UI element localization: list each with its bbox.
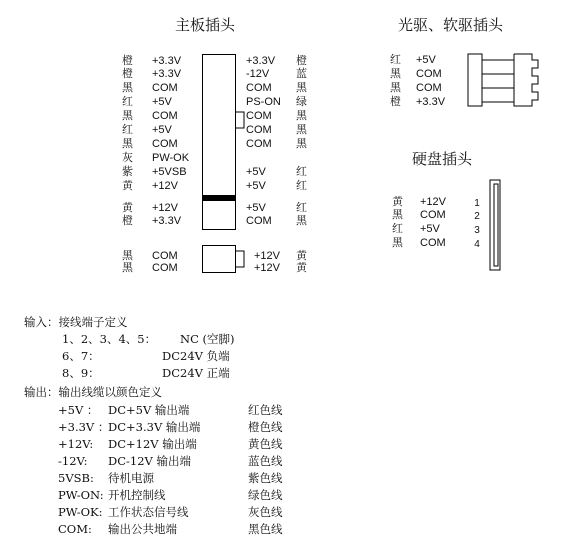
signal: COM [420, 237, 446, 249]
wire-color: 红 [392, 222, 403, 235]
input-pins: 1、2、3、4、5： [62, 332, 157, 346]
signal: +3.3V [416, 96, 446, 108]
output-signal: +3.3V ： [58, 420, 110, 434]
wire-color: 红 [390, 53, 401, 66]
output-description: 输出公共地端 [108, 522, 177, 536]
main-connector-body [202, 54, 236, 230]
output-description: DC-12V 输出端 [108, 454, 191, 468]
output-description: DC+12V 输出端 [108, 437, 197, 451]
signal-right: +12V [254, 250, 280, 262]
wire-color-right: 黑 [296, 214, 307, 227]
aux-bracket [234, 247, 248, 271]
output-wire-color: 黑色线 [248, 522, 283, 536]
molex-connector-drawing [466, 50, 546, 112]
output-header: 输出：输出线缆以颜色定义 [24, 385, 162, 399]
output-wire-color: 紫色线 [248, 471, 283, 485]
signal-left: +5V [152, 124, 172, 136]
signal-left: +12V [152, 180, 178, 192]
wire-color-right: 黄 [296, 249, 307, 262]
output-wire-color: 红色线 [248, 403, 283, 417]
output-signal: 5VSB: [58, 471, 94, 485]
main-connector-title: 主板插头 [175, 16, 236, 34]
output-description: 开机控制线 [108, 488, 166, 502]
wire-color-left: 黑 [122, 109, 133, 122]
ps-on-bracket [234, 108, 248, 132]
signal-left: PW-OK [152, 152, 190, 164]
wire-color-right: 红 [296, 165, 307, 178]
wire-color: 黄 [392, 195, 403, 208]
signal-left: +3.3V [152, 215, 182, 227]
signal-left: COM [152, 138, 178, 150]
wire-color: 黑 [390, 67, 401, 80]
signal-left: COM [152, 262, 178, 274]
signal-left: COM [152, 250, 178, 262]
output-description: DC+5V 输出端 [108, 403, 190, 417]
wire-color-left: 灰 [122, 151, 133, 164]
wire-color-right: 橙 [296, 54, 307, 67]
signal: COM [416, 68, 442, 80]
wire-color-left: 黄 [122, 201, 133, 214]
signal-left: +5V [152, 96, 172, 108]
wire-color: 橙 [390, 95, 401, 108]
disk-connector-drawing [484, 178, 508, 274]
pin-number: 4 [474, 239, 480, 250]
wire-color-left: 黑 [122, 81, 133, 94]
pin-number: 3 [474, 225, 480, 236]
disk-connector-title: 硬盘插头 [412, 150, 473, 168]
wire-color-left: 紫 [122, 165, 133, 178]
signal-right: COM [246, 215, 272, 227]
wire-color-left: 橙 [122, 67, 133, 80]
input-meaning: DC24V 负端 [162, 349, 230, 363]
wire-color-right: 黑 [296, 81, 307, 94]
wire-color: 黑 [392, 236, 403, 249]
pin-number: 1 [474, 198, 480, 209]
signal-right: COM [246, 124, 272, 136]
wire-color-left: 红 [122, 95, 133, 108]
signal-left: +12V [152, 202, 178, 214]
signal: +12V [420, 196, 446, 208]
output-signal: PW-OK: [58, 505, 103, 519]
wire-color-right: 黄 [296, 261, 307, 274]
wire-color-left: 红 [122, 123, 133, 136]
pin-number: 2 [474, 211, 480, 222]
output-description: DC+3.3V 输出端 [108, 420, 201, 434]
signal-right: +5V [246, 166, 266, 178]
signal: +5V [416, 54, 436, 66]
input-meaning: DC24V 正端 [162, 366, 230, 380]
signal: +5V [420, 223, 440, 235]
signal-left: COM [152, 82, 178, 94]
wire-color-left: 橙 [122, 54, 133, 67]
signal-right: +12V [254, 262, 280, 274]
optical-connector-title: 光驱、软驱插头 [398, 16, 504, 34]
output-description: 待机电源 [108, 471, 154, 485]
wire-color-right: 黑 [296, 109, 307, 122]
output-wire-color: 绿色线 [248, 488, 283, 502]
wire-color-right: 黑 [296, 137, 307, 150]
wire-color-left: 黑 [122, 261, 133, 274]
signal-left: +3.3V [152, 55, 182, 67]
aux-connector-body [202, 245, 236, 273]
signal: COM [416, 82, 442, 94]
input-header: 输入：接线端子定义 [24, 315, 128, 329]
output-signal: +12V: [58, 437, 94, 451]
wire-color-left: 黑 [122, 137, 133, 150]
wire-color-right: 绿 [296, 95, 307, 108]
output-wire-color: 灰色线 [248, 505, 283, 519]
input-pins: 8、9： [62, 366, 100, 380]
signal-right: +3.3V [246, 55, 276, 67]
wire-color: 黑 [392, 208, 403, 221]
signal-right: COM [246, 138, 272, 150]
signal-left: +3.3V [152, 68, 182, 80]
output-signal: PW-ON: [58, 488, 104, 502]
wire-color: 黑 [390, 81, 401, 94]
wire-color-left: 橙 [122, 214, 133, 227]
input-pins: 6、7： [62, 349, 100, 363]
signal-right: COM [246, 82, 272, 94]
signal-right: +5V [246, 202, 266, 214]
wire-color-right: 蓝 [296, 67, 307, 80]
signal-right: PS-ON [246, 96, 281, 108]
output-wire-color: 黄色线 [248, 437, 283, 451]
output-wire-color: 蓝色线 [248, 454, 283, 468]
signal-right: +5V [246, 180, 266, 192]
signal: COM [420, 209, 446, 221]
output-wire-color: 橙色线 [248, 420, 283, 434]
wire-color-right: 黑 [296, 123, 307, 136]
wire-color-right: 红 [296, 179, 307, 192]
wire-color-right: 红 [296, 201, 307, 214]
output-signal: +5V ： [58, 403, 99, 417]
output-description: 工作状态信号线 [108, 505, 189, 519]
pin-separator-bar [202, 195, 236, 201]
output-signal: COM: [58, 522, 92, 536]
output-signal: -12V: [58, 454, 88, 468]
signal-left: COM [152, 110, 178, 122]
signal-right: -12V [246, 68, 270, 80]
signal-right: COM [246, 110, 272, 122]
wire-color-left: 黑 [122, 249, 133, 262]
signal-left: +5VSB [152, 166, 187, 178]
wire-color-left: 黄 [122, 179, 133, 192]
input-meaning: NC (空脚) [180, 332, 235, 346]
